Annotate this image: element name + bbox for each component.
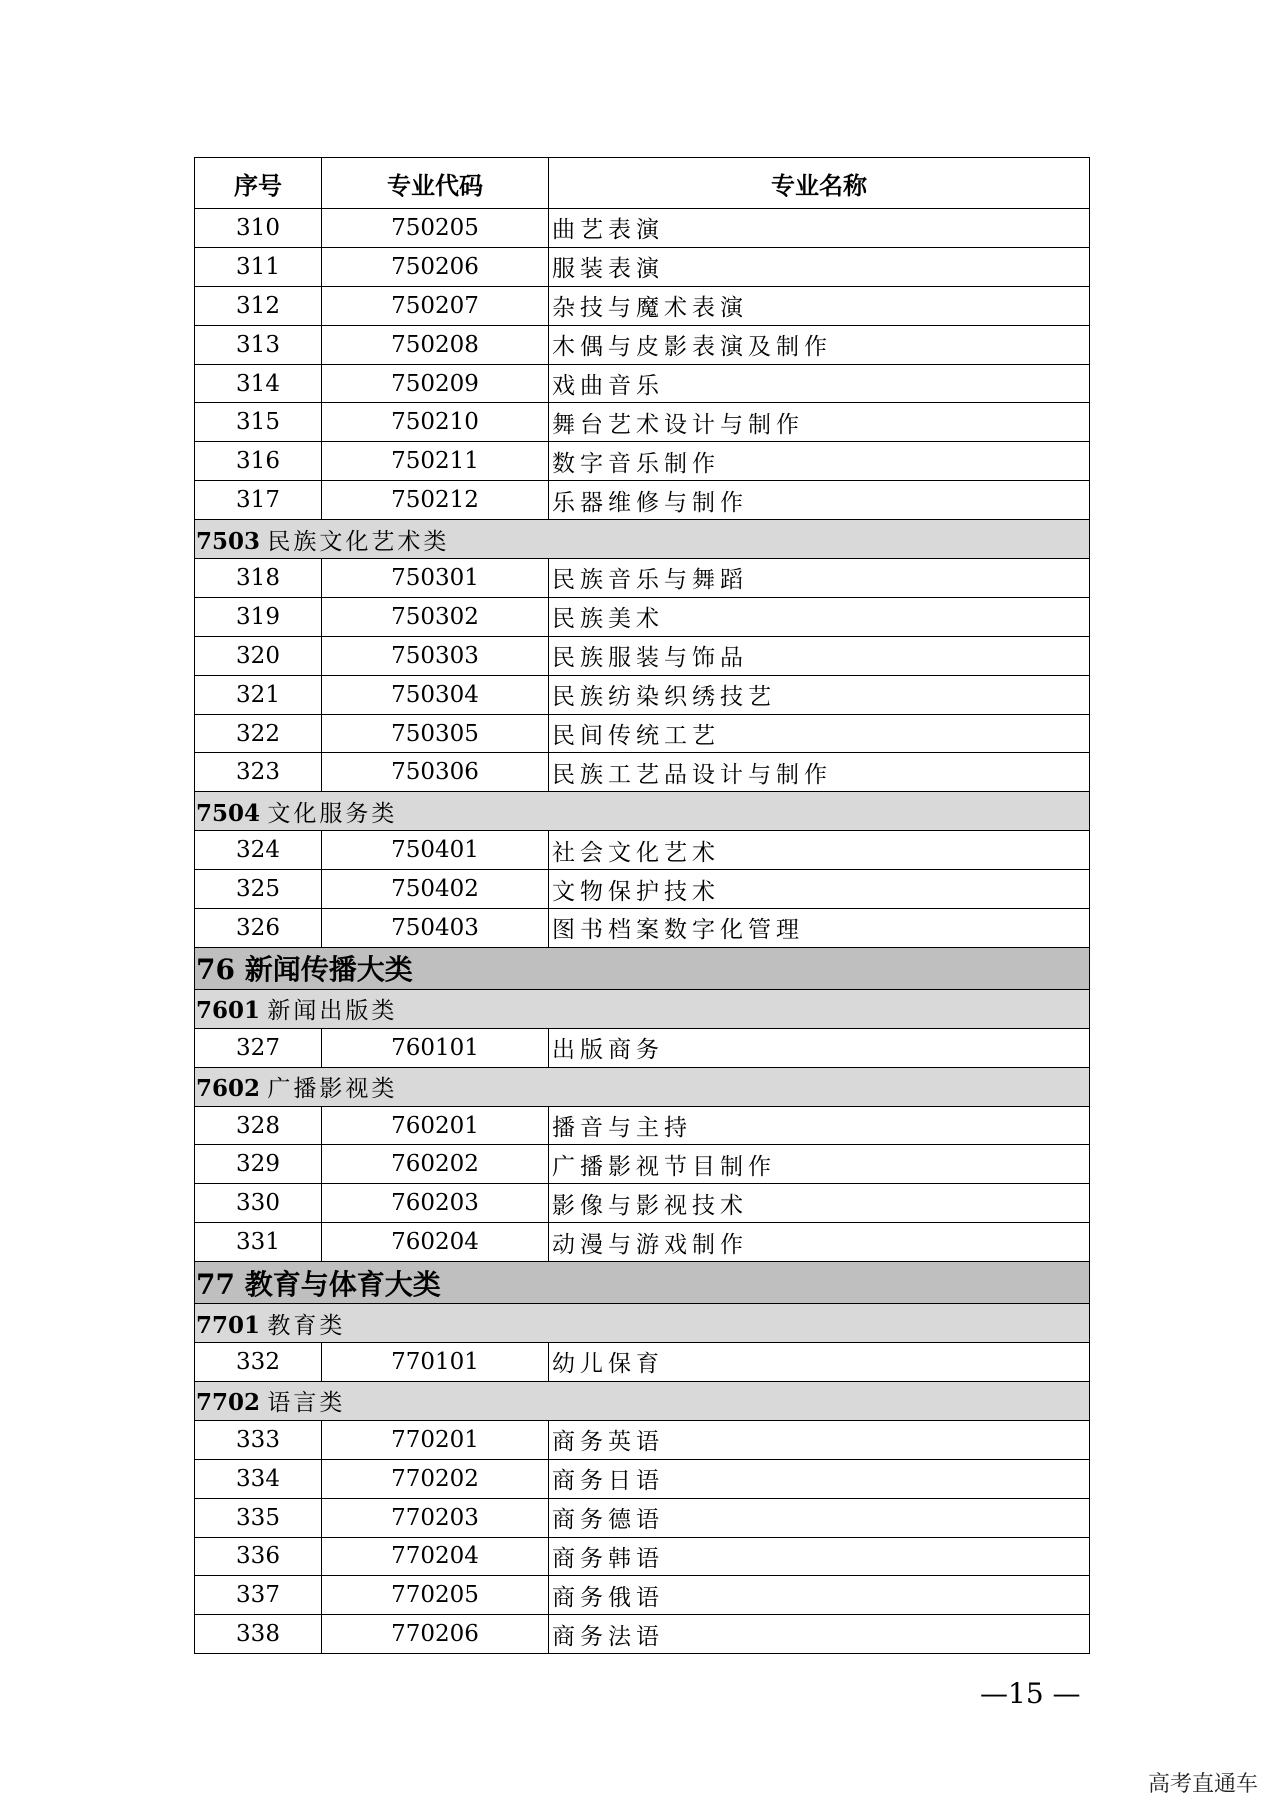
table-row <box>195 1615 1090 1654</box>
row-code-cell: 770201 <box>322 1420 549 1459</box>
subcategory-code: 7702 <box>196 1389 261 1417</box>
row-code-cell: 760203 <box>322 1184 549 1223</box>
row-code-cell: 750205 <box>322 209 549 248</box>
row-code-cell: 750303 <box>322 636 549 675</box>
page-number: —15 — <box>980 1677 1081 1710</box>
row-seq-cell: 323 <box>195 753 322 792</box>
subcategory-row <box>195 989 1090 1028</box>
row-code-cell: 750209 <box>322 364 549 403</box>
table-body <box>195 209 1090 1654</box>
row-seq-cell: 334 <box>195 1459 322 1498</box>
row-name-cell: 播音与主持 <box>549 1106 1090 1145</box>
table-row <box>195 1498 1090 1537</box>
category-cell <box>195 1262 1090 1304</box>
row-seq-cell: 326 <box>195 909 322 948</box>
subcategory-row <box>195 520 1090 559</box>
subcategory-code: 7503 <box>196 527 261 555</box>
row-seq-cell: 314 <box>195 364 322 403</box>
row-seq-cell: 316 <box>195 442 322 481</box>
row-code-cell: 770206 <box>322 1615 549 1654</box>
row-seq-cell: 331 <box>195 1223 322 1262</box>
row-name-cell: 舞台艺术设计与制作 <box>549 403 1090 442</box>
row-seq-cell: 311 <box>195 247 322 286</box>
subcategory-row <box>195 1067 1090 1106</box>
row-name-cell: 民族纺染织绣技艺 <box>549 675 1090 714</box>
category-title: 新闻传播大类 <box>244 953 413 987</box>
row-name-cell: 木偶与皮影表演及制作 <box>549 325 1090 364</box>
row-code-cell: 770101 <box>322 1343 549 1382</box>
table-row <box>195 1459 1090 1498</box>
table-row <box>195 403 1090 442</box>
row-code-cell: 770202 <box>322 1459 549 1498</box>
row-seq-cell: 333 <box>195 1420 322 1459</box>
subcategory-code: 7602 <box>196 1075 261 1103</box>
row-name-cell: 乐器维修与制作 <box>549 481 1090 520</box>
subcategory-cell <box>195 1381 1090 1420</box>
row-code-cell: 750210 <box>322 403 549 442</box>
row-seq-cell: 328 <box>195 1106 322 1145</box>
row-seq-cell: 312 <box>195 286 322 325</box>
row-seq-cell: 336 <box>195 1537 322 1576</box>
row-seq-cell: 310 <box>195 209 322 248</box>
row-name-cell: 文物保护技术 <box>549 870 1090 909</box>
table-row <box>195 1184 1090 1223</box>
row-code-cell: 770203 <box>322 1498 549 1537</box>
table-row <box>195 286 1090 325</box>
subcategory-cell <box>195 792 1090 831</box>
row-name-cell: 商务法语 <box>549 1615 1090 1654</box>
row-code-cell: 760101 <box>322 1028 549 1067</box>
row-code-cell: 770204 <box>322 1537 549 1576</box>
table-row <box>195 1028 1090 1067</box>
majors-table <box>194 157 1090 1654</box>
table-row <box>195 559 1090 598</box>
category-row <box>195 947 1090 989</box>
table-row <box>195 1145 1090 1184</box>
row-code-cell: 750302 <box>322 597 549 636</box>
row-name-cell: 商务韩语 <box>549 1537 1090 1576</box>
row-seq-cell: 332 <box>195 1343 322 1382</box>
row-code-cell: 750304 <box>322 675 549 714</box>
subcategory-title: 语言类 <box>267 1390 346 1417</box>
row-code-cell: 760204 <box>322 1223 549 1262</box>
row-seq-cell: 327 <box>195 1028 322 1067</box>
row-name-cell: 图书档案数字化管理 <box>549 909 1090 948</box>
subcategory-title: 教育类 <box>267 1312 346 1339</box>
subcategory-cell <box>195 1067 1090 1106</box>
table-row <box>195 675 1090 714</box>
table-row <box>195 753 1090 792</box>
table-row <box>195 1420 1090 1459</box>
row-code-cell: 750212 <box>322 481 549 520</box>
subcategory-row <box>195 1304 1090 1343</box>
table-row <box>195 209 1090 248</box>
row-code-cell: 750402 <box>322 870 549 909</box>
row-seq-cell: 322 <box>195 714 322 753</box>
row-code-cell: 750211 <box>322 442 549 481</box>
row-seq-cell: 338 <box>195 1615 322 1654</box>
row-seq-cell: 324 <box>195 831 322 870</box>
row-name-cell: 社会文化艺术 <box>549 831 1090 870</box>
row-seq-cell: 335 <box>195 1498 322 1537</box>
subcategory-cell <box>195 520 1090 559</box>
row-code-cell: 750301 <box>322 559 549 598</box>
subcategory-cell <box>195 989 1090 1028</box>
table-row <box>195 1537 1090 1576</box>
row-name-cell: 商务英语 <box>549 1420 1090 1459</box>
subcategory-row <box>195 1381 1090 1420</box>
subcategory-cell <box>195 1304 1090 1343</box>
row-seq-cell: 329 <box>195 1145 322 1184</box>
table-row <box>195 442 1090 481</box>
row-code-cell: 770205 <box>322 1576 549 1615</box>
row-code-cell: 750305 <box>322 714 549 753</box>
row-name-cell: 出版商务 <box>549 1028 1090 1067</box>
row-code-cell: 760201 <box>322 1106 549 1145</box>
row-name-cell: 民族美术 <box>549 597 1090 636</box>
row-code-cell: 760202 <box>322 1145 549 1184</box>
row-name-cell: 商务日语 <box>549 1459 1090 1498</box>
category-row <box>195 1262 1090 1304</box>
row-code-cell: 750403 <box>322 909 549 948</box>
table-row <box>195 870 1090 909</box>
subcategory-title: 新闻出版类 <box>267 998 398 1025</box>
row-name-cell: 影像与影视技术 <box>549 1184 1090 1223</box>
table-row <box>195 714 1090 753</box>
row-code-cell: 750401 <box>322 831 549 870</box>
table-row <box>195 1576 1090 1615</box>
header-name: 专业名称 <box>549 158 1090 209</box>
category-title: 教育与体育大类 <box>244 1267 441 1301</box>
category-cell <box>195 947 1090 989</box>
subcategory-row <box>195 792 1090 831</box>
row-name-cell: 广播影视节目制作 <box>549 1145 1090 1184</box>
row-code-cell: 750206 <box>322 247 549 286</box>
row-seq-cell: 315 <box>195 403 322 442</box>
table-row <box>195 1223 1090 1262</box>
row-seq-cell: 319 <box>195 597 322 636</box>
subcategory-code: 7701 <box>196 1311 261 1339</box>
category-code: 76 <box>196 953 235 987</box>
watermark: 高考直通车 <box>1147 1772 1258 1797</box>
row-name-cell: 民族服装与饰品 <box>549 636 1090 675</box>
row-name-cell: 杂技与魔术表演 <box>549 286 1090 325</box>
table-row <box>195 597 1090 636</box>
table-row <box>195 1343 1090 1382</box>
table-header-row <box>195 158 1090 209</box>
row-name-cell: 民间传统工艺 <box>549 714 1090 753</box>
row-seq-cell: 317 <box>195 481 322 520</box>
row-seq-cell: 325 <box>195 870 322 909</box>
row-name-cell: 商务德语 <box>549 1498 1090 1537</box>
row-name-cell: 动漫与游戏制作 <box>549 1223 1090 1262</box>
row-name-cell: 数字音乐制作 <box>549 442 1090 481</box>
subcategory-title: 民族文化艺术类 <box>267 528 450 555</box>
table-row <box>195 247 1090 286</box>
table-row <box>195 636 1090 675</box>
row-seq-cell: 321 <box>195 675 322 714</box>
table-row <box>195 364 1090 403</box>
row-name-cell: 商务俄语 <box>549 1576 1090 1615</box>
row-name-cell: 戏曲音乐 <box>549 364 1090 403</box>
row-seq-cell: 320 <box>195 636 322 675</box>
header-seq: 序号 <box>195 158 322 209</box>
row-code-cell: 750207 <box>322 286 549 325</box>
row-seq-cell: 318 <box>195 559 322 598</box>
category-code: 77 <box>196 1267 235 1301</box>
header-code: 专业代码 <box>322 158 549 209</box>
row-code-cell: 750208 <box>322 325 549 364</box>
row-name-cell: 幼儿保育 <box>549 1343 1090 1382</box>
row-seq-cell: 337 <box>195 1576 322 1615</box>
table-row <box>195 481 1090 520</box>
row-seq-cell: 330 <box>195 1184 322 1223</box>
subcategory-code: 7601 <box>196 997 261 1025</box>
row-name-cell: 服装表演 <box>549 247 1090 286</box>
subcategory-code: 7504 <box>196 799 261 827</box>
row-name-cell: 民族工艺品设计与制作 <box>549 753 1090 792</box>
row-name-cell: 民族音乐与舞蹈 <box>549 559 1090 598</box>
subcategory-title: 广播影视类 <box>267 1076 398 1103</box>
row-seq-cell: 313 <box>195 325 322 364</box>
row-name-cell: 曲艺表演 <box>549 209 1090 248</box>
table-row <box>195 831 1090 870</box>
row-code-cell: 750306 <box>322 753 549 792</box>
subcategory-title: 文化服务类 <box>267 800 398 827</box>
table-row <box>195 325 1090 364</box>
table-row <box>195 909 1090 948</box>
table-row <box>195 1106 1090 1145</box>
